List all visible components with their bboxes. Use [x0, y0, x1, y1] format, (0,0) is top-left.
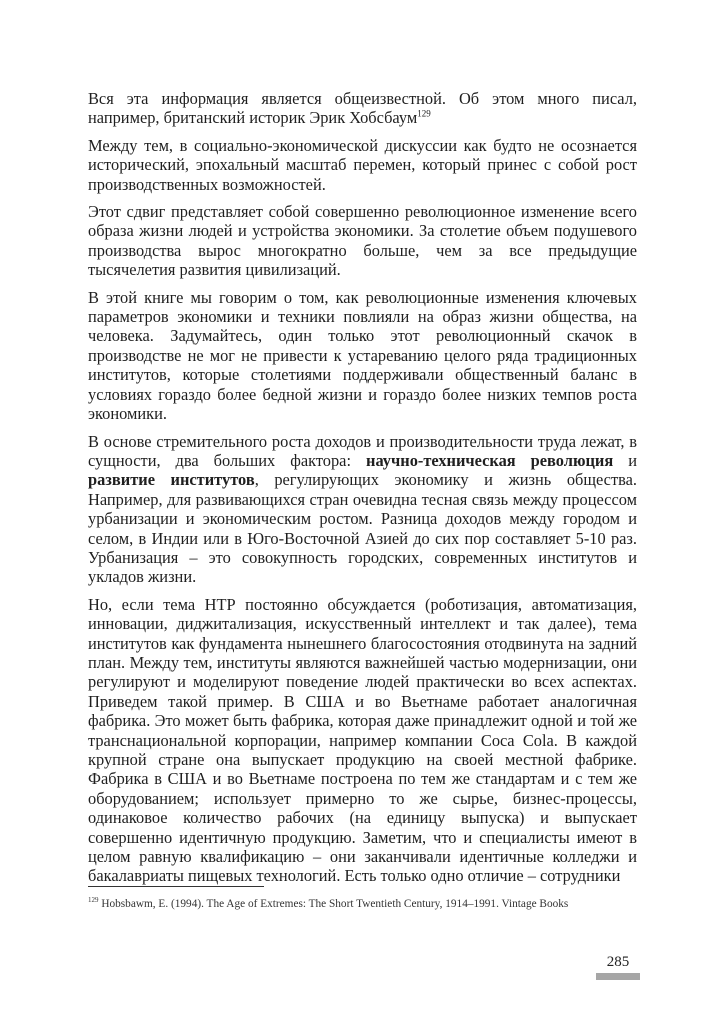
footnote-reference[interactable]: 129: [417, 108, 431, 119]
paragraph-2: Между тем, в социально-экономической дискуссии как будто не осознается исторический, эпохальный масштаб перемен, который принес с собой рост производственных возможностей.: [88, 135, 637, 194]
footnote-divider: [88, 886, 264, 887]
paragraph-5: [88, 432, 637, 587]
paragraph-5-part-1: В основе стремительного роста доходов и производительности труда лежат, в сущности, два больших фактора:: [88, 431, 637, 470]
footnote-number: 129: [88, 896, 99, 905]
paragraph-5-part-2: и: [613, 450, 638, 470]
page-number: 285: [606, 954, 630, 970]
paragraph-1: [88, 89, 637, 128]
page-number-bar: [596, 973, 640, 980]
bold-term-ntr: научно-техническая революция: [366, 450, 614, 470]
paragraph-3: Этот сдвиг представляет собой совершенно революционное изменение всего образа жизни людей и устройства экономики. За столетие объем подушевого производства вырос многократно больше, чем за все предыдущие тысячелетия развития цивилизаций.: [88, 202, 637, 280]
paragraph-5-part-3: , регулирующих экономику и жизнь общества. Например, для развивающихся стран очевидна тесная связь между процессом урбанизации и экономическим ростом. Разница доходов между городом и селом, в Индии или в Юго-Восточной Азией до сих пор составляет 5-10 раз. Урбанизация – это совокупность городских, современных институтов и укладов жизни.: [88, 470, 637, 587]
body-text: [88, 89, 637, 894]
footnote-text: Hobsbawm, E. (1994). The Age of Extremes: The Short Twentieth Century, 1914–1991. Vintage Books: [101, 898, 569, 910]
paragraph-6: Но, если тема НТР постоянно обсуждается (роботизация, автоматизация, инновации, диджитализация, искусственный интеллект и так далее), тема институтов как фундамента нынешнего благосостояния отодвинута на задний план. Между тем, институты являются важнейшей частью модернизации, они регулируют и моделируют поведение людей практически во всех аспектах. Приведем такой пример. В США и во Вьетнаме работает аналогичная фабрика. Это может быть фабрика, которая даже принадлежит одной и той же транснациональной корпорации, например компании Coca Cola. В каждой крупной стране она выпускает продукцию на своей местной фабрике. Фабрика в США и во Вьетнаме построена по тем же стандартам и с тем же оборудованием; использует примерно то же сырье, бизнес-процессы, одинаковое количество рабочих (на единицу выпуска) и выпускает совершенно идентичную продукцию. Заметим, что и специалисты имеют в целом равную квалификацию – они заканчивали идентичные колледжи и бакалавриаты пищевых технологий. Есть только одно отличие – сотрудники: [88, 594, 637, 886]
footnote: [88, 897, 637, 912]
paragraph-1-text: Вся эта информация является общеизвестной. Об этом много писал, например, британский историк Эрик Хобсбаум: [88, 89, 637, 128]
bold-term-institutions: развитие институтов: [88, 470, 255, 490]
paragraph-4: В этой книге мы говорим о том, как революционные изменения ключевых параметров экономики и техники повлияли на образ жизни общества, на человека. Задумайтесь, один только этот революционный скачок в производстве не мог не привести к устареванию целого ряда традиционных институтов, которые столетиями поддерживали общественный баланс в условиях гораздо более бедной жизни и гораздо более низких темпов роста экономики.: [88, 287, 637, 424]
